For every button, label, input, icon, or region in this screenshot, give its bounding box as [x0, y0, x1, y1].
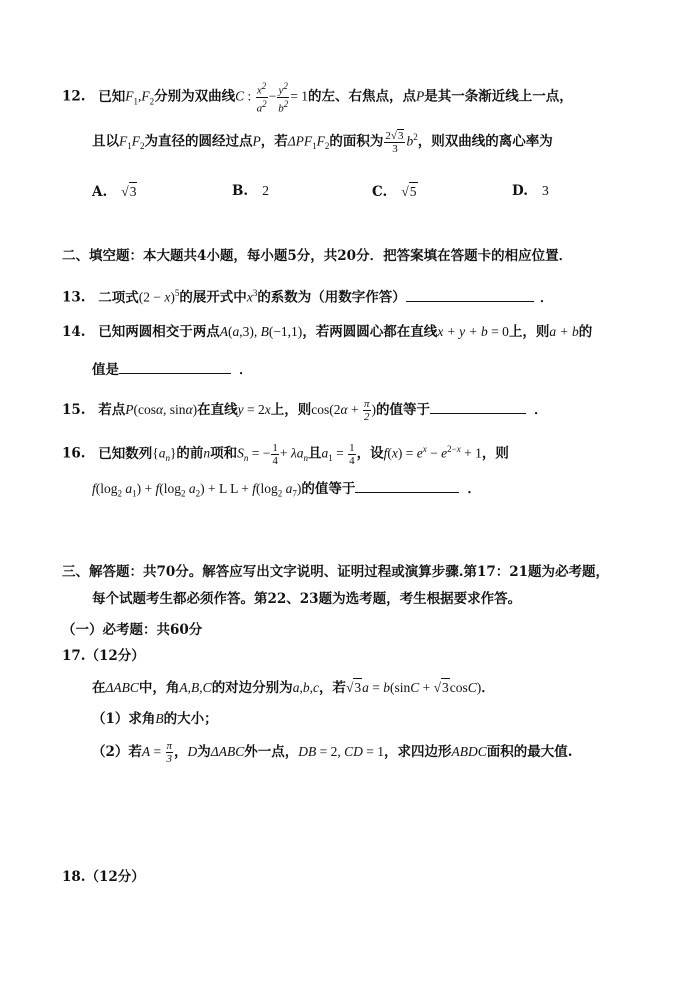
q14-line1: 14. 已知两圆相交于两点A(a,3), B(−1,1)，若两圆圆心都在直线x + y + b = 0上，则a + b的 — [62, 324, 593, 340]
q15: 15. 若点P(cosα, sinα)在直线y = 2x上，则cos(2α + $\frac{\pi}{2}$ )的值等于 ． — [62, 398, 548, 423]
q16-line2: $f(\log_2$ $a_1) + f(\log_2$ $a_2) + L$ $L + f(\log_2$ $a_7$)的值等于 ． — [92, 481, 481, 499]
q15-answer-blank[interactable] — [430, 401, 526, 414]
q14-line2: 值是 ． — [92, 362, 253, 378]
option-b[interactable]: B. 2 — [232, 183, 269, 199]
section3-subheading: （一）必考题：共60分 — [62, 622, 203, 638]
q16-answer-blank[interactable] — [355, 480, 459, 493]
option-a[interactable]: A. √3 — [92, 184, 137, 200]
option-d[interactable]: D. 3 — [512, 183, 549, 199]
q12-number: 12. — [62, 88, 86, 105]
section3-heading-line2: 每个试题考生都必须作答。第22、23题为选考题，考生根据要求作答。 — [92, 591, 522, 607]
q17-intro: 在ΔABC中，角A,B,C的对边分别为a,b,c，若√3a = b(sinC + √3cosC)． — [92, 680, 495, 696]
q18-header: 18.（12分） — [62, 869, 145, 885]
q12-line1: 12. 已知$F_1,F_2$分别为双曲线C : $\frac{x^2}{a^2}$ − $\frac{y^2}{b^2}$ = 1的左、右焦点，点P是其一条渐近线上一点， — [62, 81, 573, 115]
q13-answer-blank[interactable] — [406, 289, 534, 302]
section3-heading-line1: 三、解答题：共70分。解答应写出文字说明、证明过程或演算步骤.第17：21题为必考题， — [62, 564, 610, 580]
section2-heading: 二、填空题：本大题共4小题，每小题5分，共20分．把答案填在答题卡的相应位置． — [62, 248, 573, 264]
q12-line2: 且以$F_1F_2$为直径的圆经过点P，若$\Delta PF_1F_2$的面积为 $\frac{2√3}{3}$ $b^2$，则双曲线的离心率为 — [92, 130, 553, 155]
q17-header: 17.（12分） — [62, 648, 145, 664]
option-c[interactable]: C. √5 — [372, 184, 417, 200]
q14-answer-blank[interactable] — [119, 361, 231, 374]
q16-line1: 16. 已知数列$\{a_n\}$的前n项和$S_n$ = − $\frac{1}{4}$ + $\lambda a_n$且$a_1$ = $\frac{1}{4}$ ，设$f(x) = e^x - e^{2-x} + 1$，则 — [62, 441, 509, 467]
q17-part2: （2）若A = $\frac{\pi}{3}$ ，D为ΔABC外一点，DB = 2, CD = 1，求四边形ABDC面积的最大值. — [92, 740, 573, 765]
q17-part1: （1）求角B的大小； — [92, 711, 218, 727]
q12-options — [92, 182, 549, 201]
q13: 13. 二项式$(2 - x)^5$的展开式中$x^3$的系数为（用数字作答） ． — [62, 288, 554, 306]
